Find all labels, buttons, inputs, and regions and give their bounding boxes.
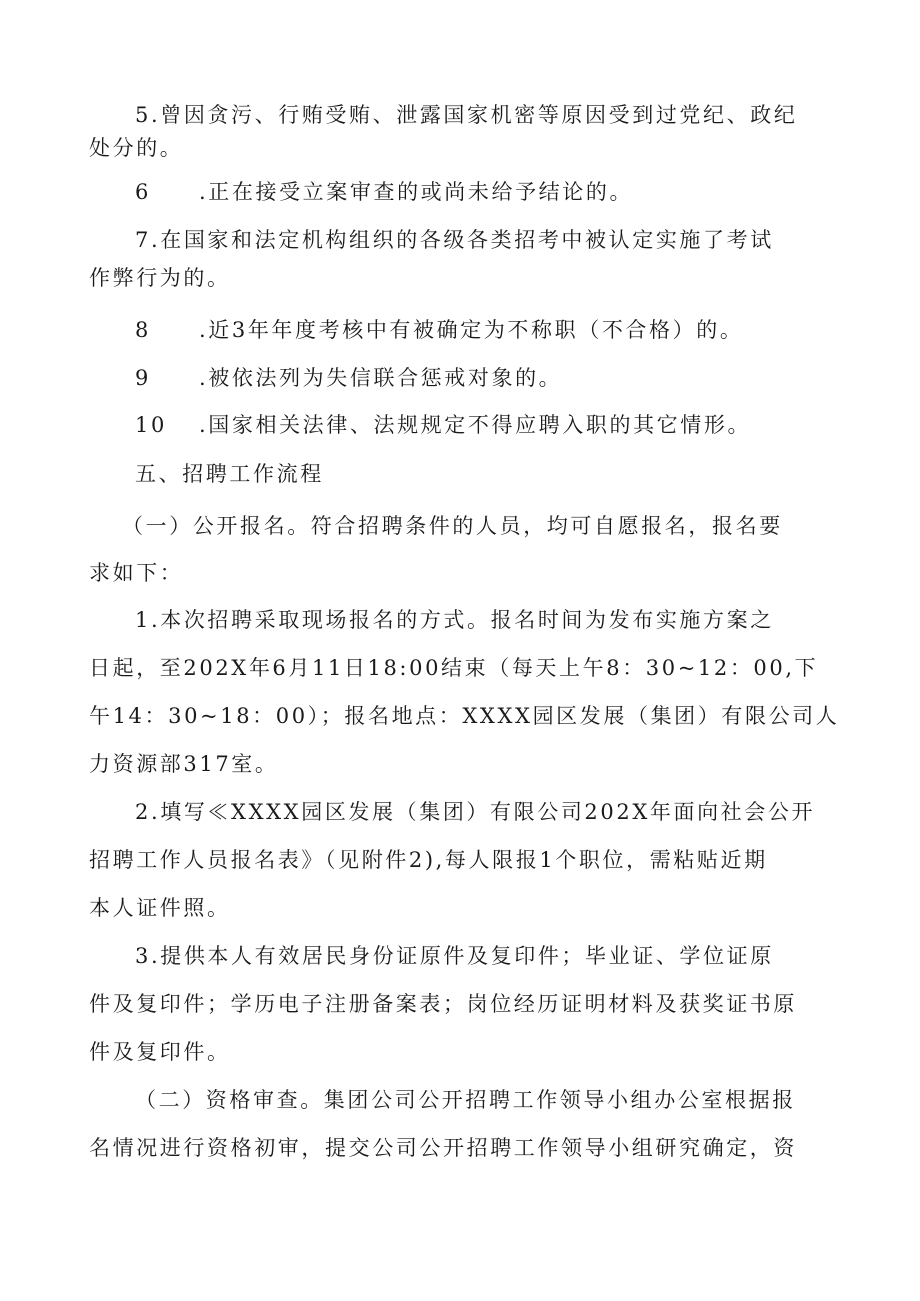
item-9-number: 9 (135, 366, 151, 390)
paragraph-3-line-3: 件及复印件。 (89, 1040, 231, 1064)
item-10-number: 10 (135, 413, 167, 437)
paragraph-1-line-4: 力资源部317室。 (89, 752, 279, 776)
subsection-2-line-2: 名情况进行资格初审，提交公司公开招聘工作领导小组研究确定，资 (89, 1136, 797, 1160)
item-8 (135, 316, 743, 344)
item-9-text: .被依法列为失信联合惩戒对象的。 (199, 366, 563, 390)
item-6-number: 6 (135, 180, 151, 204)
section-5-heading: 五、招聘工作流程 (135, 462, 324, 486)
item-8-number: 8 (135, 318, 151, 342)
item-10 (135, 411, 751, 439)
subsection-1-line-2: 求如下： (89, 561, 184, 585)
item-7-line-1: 7.在国家和法定机构组织的各级各类招考中被认定实施了考试 (135, 228, 774, 252)
paragraph-2-line-3: 本人证件照。 (89, 896, 231, 920)
item-5-line-2: 处分的。 (89, 136, 184, 160)
item-8-text: .近3年年度考核中有被确定为不称职（不合格）的。 (199, 318, 744, 342)
item-10-text: .国家相关法律、法规规定不得应聘入职的其它情形。 (199, 413, 752, 437)
item-5-line-1: 5.曾因贪污、行贿受贿、泄露国家机密等原因受到过党纪、政纪 (135, 103, 798, 127)
paragraph-2-line-2: 招聘工作人员报名表》（见附件2),每人限报1个职位，需粘贴近期 (89, 848, 768, 872)
paragraph-3-line-2: 件及复印件；学历电子注册备案表；岗位经历证明材料及获奖证书原 (89, 992, 797, 1016)
item-6-text: .正在接受立案审查的或尚未给予结论的。 (199, 180, 634, 204)
item-7-line-2: 作弊行为的。 (89, 266, 231, 290)
subsection-1-line-1: （一）公开报名。符合招聘条件的人员，均可自愿报名，报名要 (122, 514, 783, 538)
subsection-2-line-1: （二）资格审查。集团公司公开招聘工作领导小组办公室根据报 (135, 1088, 796, 1112)
paragraph-3-line-1: 3.提供本人有效居民身份证原件及复印件；毕业证、学位证原 (135, 944, 774, 968)
item-9 (135, 364, 562, 392)
item-6 (135, 178, 633, 206)
paragraph-1-line-2: 日起，至202X年6月11日18:00结束（每天上午8：30~12：00,下 (89, 656, 819, 680)
paragraph-1-line-3: 午14：30~18：00）；报名地点：XXXX园区发展（集团）有限公司人 (89, 704, 840, 728)
paragraph-1-line-1: 1.本次招聘采取现场报名的方式。报名时间为发布实施方案之 (135, 608, 774, 632)
paragraph-2-line-1: 2.填写≪XXXX园区发展（集团）有限公司202X年面向社会公开 (135, 800, 816, 824)
